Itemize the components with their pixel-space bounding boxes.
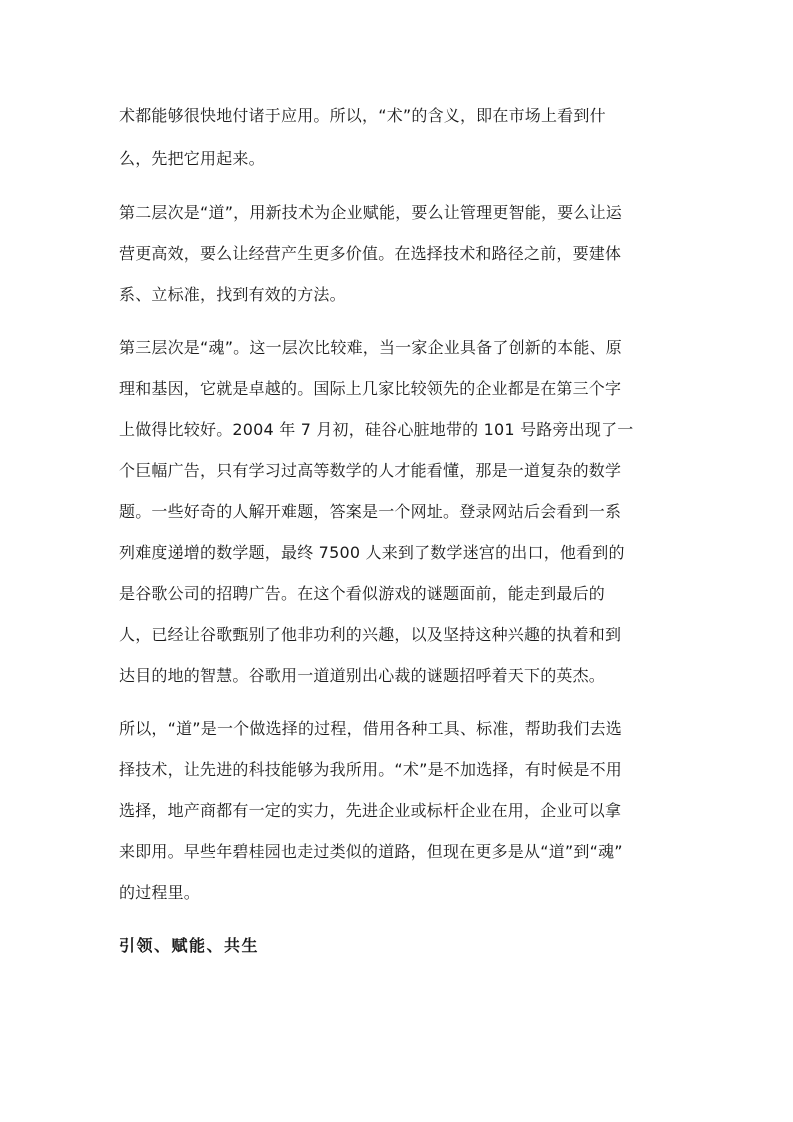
section-heading: 引领、赋能、共生 [119, 936, 260, 955]
paragraph-3-line-1: 第三层次是“魂”。这一层次比较难，当一家企业具备了创新的本能、原 [119, 338, 622, 357]
paragraph-4-line-3: 选择，地产商都有一定的实力，先进企业或标杆企业在用，企业可以拿 [119, 801, 622, 820]
paragraph-2-line-3: 系、立标准，找到有效的方法。 [119, 285, 346, 304]
paragraph-3-line-2: 理和基因，它就是卓越的。国际上几家比较领先的企业都是在第三个字 [119, 379, 622, 398]
paragraph-3-line-3: 上做得比较好。2004 年 7 月初，硅谷心脏地带的 101 号路旁出现了一 [119, 420, 634, 439]
paragraph-3-line-9: 达目的地的智慧。谷歌用一道道别出心裁的谜题招呼着天下的英杰。 [119, 666, 606, 685]
paragraph-4-line-1: 所以，“道”是一个做选择的过程，借用各种工具、标准，帮助我们去选 [119, 719, 622, 738]
paragraph-3-line-5: 题。一些好奇的人解开难题，答案是一个网址。登录网站后会看到一系 [119, 502, 622, 521]
paragraph-2-line-2: 营更高效，要么让经营产生更多价值。在选择技术和路径之前，要建体 [119, 244, 622, 263]
paragraph-3-line-7: 是谷歌公司的招聘广告。在这个看似游戏的谜题面前，能走到最后的 [119, 584, 606, 603]
paragraph-3-line-8: 人，已经让谷歌甄别了他非功利的兴趣，以及坚持这种兴趣的执着和到 [119, 625, 622, 644]
paragraph-4-line-4: 来即用。早些年碧桂园也走过类似的道路，但现在更多是从“道”到“魂” [119, 842, 623, 861]
paragraph-4-line-5: 的过程里。 [119, 883, 201, 902]
paragraph-3-line-6: 列难度递增的数学题，最终 7500 人来到了数学迷宫的出口，他看到的 [119, 543, 625, 562]
paragraph-1-line-2: 么，先把它用起来。 [119, 149, 265, 168]
paragraph-2-line-1: 第二层次是“道”，用新技术为企业赋能，要么让管理更智能，要么让运 [119, 203, 622, 222]
paragraph-1-line-1: 术都能够很快地付诸于应用。所以，“术”的含义，即在市场上看到什 [119, 106, 606, 125]
paragraph-4-line-2: 择技术，让先进的科技能够为我所用。“术”是不加选择，有时候是不用 [119, 760, 622, 779]
paragraph-3-line-4: 个巨幅广告，只有学习过高等数学的人才能看懂，那是一道复杂的数学 [119, 461, 622, 480]
